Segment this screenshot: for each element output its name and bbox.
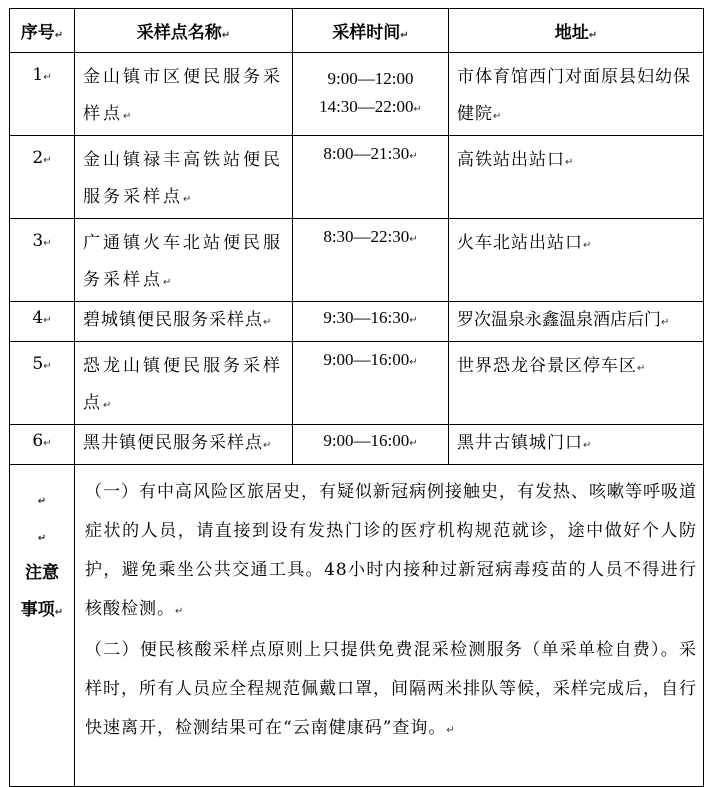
row-time: 9:00—12:00 14:30—22:00↵ (293, 53, 449, 136)
row-seq: 2↵ (10, 136, 75, 219)
header-time: 采样时间↵ (293, 9, 449, 53)
row-time: 9:00—16:00↵ (293, 425, 449, 465)
row-address: 市体育馆西门对面原县妇幼保健院↵ (449, 53, 704, 136)
notes-content (75, 465, 704, 787)
row-seq: 3↵ (10, 219, 75, 302)
table-row (10, 53, 704, 136)
row-seq: 5↵ (10, 342, 75, 425)
header-seq: 序号↵ (10, 9, 75, 53)
row-seq: 6↵ (10, 425, 75, 465)
row-name: 恐龙山镇便民服务采样点↵ (75, 342, 293, 425)
table-header-row (10, 9, 704, 53)
row-time: 9:30—16:30↵ (293, 302, 449, 342)
notes-label: ↵ ↵ 注意 事项↵ (10, 465, 75, 787)
notes-paragraph-2: （二）便民核酸采样点原则上只提供免费混采检测服务（单采单检自费）。采样时，所有人员应全程规范佩戴口罩，间隔两米排队等候，采样完成后，自行快速离开，检测结果可在“云南健康码”查询。↵ (85, 640, 697, 738)
table-row (10, 219, 704, 302)
row-name: 金山镇禄丰高铁站便民服务采样点↵ (75, 136, 293, 219)
header-name: 采样点名称↵ (75, 9, 293, 53)
table-row (10, 342, 704, 425)
row-time: 8:00—21:30↵ (293, 136, 449, 219)
table-row (10, 425, 704, 465)
row-address: 罗次温泉永鑫温泉酒店后门↵ (449, 302, 704, 342)
row-name: 碧城镇便民服务采样点↵ (75, 302, 293, 342)
row-time: 8:30—22:30↵ (293, 219, 449, 302)
notes-paragraph-1: （一）有中高风险区旅居史，有疑似新冠病例接触史，有发热、咳嗽等呼吸道症状的人员，请直接到设有发热门诊的医疗机构规范就诊，途中做好个人防护，避免乘坐公共交通工具。48小时内接种过新冠病毒疫苗的人员不得进行核酸检测。↵ (85, 482, 697, 619)
row-address: 黑井古镇城门口↵ (449, 425, 704, 465)
sampling-sites-table (9, 8, 704, 787)
header-address: 地址↵ (449, 9, 704, 53)
row-name: 金山镇市区便民服务采样点↵ (75, 53, 293, 136)
row-name: 广通镇火车北站便民服务采样点↵ (75, 219, 293, 302)
row-time: 9:00—16:00↵ (293, 342, 449, 425)
row-address: 火车北站出站口↵ (449, 219, 704, 302)
row-address: 世界恐龙谷景区停车区↵ (449, 342, 704, 425)
row-address: 高铁站出站口↵ (449, 136, 704, 219)
row-seq: 4↵ (10, 302, 75, 342)
table-row (10, 302, 704, 342)
row-name: 黑井镇便民服务采样点↵ (75, 425, 293, 465)
row-seq: 1↵ (10, 53, 75, 136)
table-row (10, 136, 704, 219)
notes-row (10, 465, 704, 787)
